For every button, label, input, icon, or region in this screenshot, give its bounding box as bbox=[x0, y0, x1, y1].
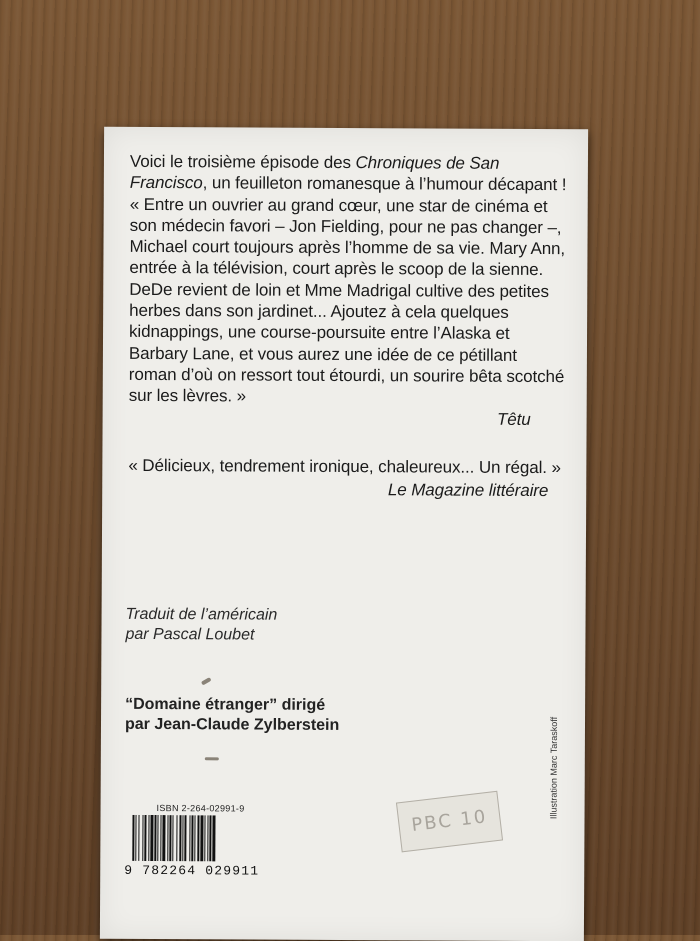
translator-line-1: Traduit de l’américain bbox=[125, 605, 278, 624]
barcode-bar bbox=[172, 815, 173, 861]
barcode-bar bbox=[167, 815, 168, 861]
series-title: Chroniques de San Francisco bbox=[129, 153, 500, 193]
barcode-bar bbox=[207, 815, 208, 861]
review-quote-2: « Délicieux, tendrement ironique, chaleureux... Un régal. » bbox=[128, 455, 561, 477]
stain-mark bbox=[205, 757, 219, 760]
barcode-bar bbox=[135, 815, 136, 861]
barcode-bar bbox=[169, 815, 171, 861]
barcode-bar bbox=[132, 815, 134, 861]
barcode-bar bbox=[157, 815, 158, 861]
barcode-bar bbox=[184, 815, 186, 861]
intro-paragraph bbox=[130, 151, 570, 196]
barcode-bar bbox=[204, 815, 205, 861]
price-sticker: PBC 10 bbox=[396, 791, 503, 853]
barcode-bar bbox=[182, 815, 183, 861]
barcode-bar bbox=[176, 815, 177, 861]
intro-text-end: , un feuilleton romanesque à l’humour décapant ! bbox=[202, 173, 567, 195]
collection-line-1: “Domaine étranger” dirigé bbox=[125, 695, 326, 714]
review-quote-1: « Entre un ouvrier au grand cœur, une star de cinéma et son médecin favori – Jon Fielding, pour ne pas changer –, Michael court toujours après l’homme de sa vie. Mary Ann, entrée à la télévision, court après le scoop de la sienne. DeDe revient de loin et Mme Madrigal cultive des petites herbes dans son jardinet... Ajoutez à cela quelques kidnappings, une course-poursuite entre l’Alaska et Barbary Lane, et vous aurez une idée de ce pétillant roman d’où on ressort tout étourdi, un sourire bêta scotché sur les lèvres. » bbox=[128, 194, 566, 406]
barcode-bar bbox=[191, 815, 193, 861]
barcode-bar bbox=[138, 815, 139, 861]
barcode bbox=[130, 815, 274, 864]
collection-credit bbox=[125, 695, 340, 736]
barcode-number: 9 782264 029911 bbox=[124, 862, 260, 879]
translator-line-2: par Pascal Loubet bbox=[125, 625, 255, 644]
barcode-bar bbox=[189, 815, 190, 861]
isbn-label: ISBN 2-264-02991-9 bbox=[156, 803, 245, 814]
blurb bbox=[128, 151, 570, 502]
book-back-cover bbox=[100, 127, 588, 941]
barcode-bar bbox=[162, 815, 165, 861]
barcode-bar bbox=[142, 815, 143, 861]
intro-text: Voici le troisième épisode des bbox=[129, 151, 356, 173]
barcode-bar bbox=[194, 815, 195, 861]
barcode-bar bbox=[154, 815, 156, 861]
stain-mark bbox=[201, 677, 212, 685]
barcode-bar bbox=[197, 815, 199, 861]
barcode-bar bbox=[144, 815, 146, 861]
barcode-bar bbox=[200, 815, 203, 861]
review-source-1: Têtu bbox=[496, 409, 531, 429]
barcode-bar bbox=[209, 815, 211, 861]
barcode-bar bbox=[179, 815, 181, 861]
barcode-bar bbox=[160, 815, 161, 861]
translator-credit bbox=[125, 605, 277, 646]
barcode-bar bbox=[212, 815, 215, 861]
barcode-bar bbox=[148, 815, 149, 861]
collection-line-2: par Jean-Claude Zylberstein bbox=[124, 715, 340, 734]
illustration-credit: Illustration Marc Taraskoff bbox=[548, 716, 560, 820]
review-source-2: Le Magazine littéraire bbox=[387, 480, 549, 501]
barcode-bar bbox=[150, 815, 153, 861]
